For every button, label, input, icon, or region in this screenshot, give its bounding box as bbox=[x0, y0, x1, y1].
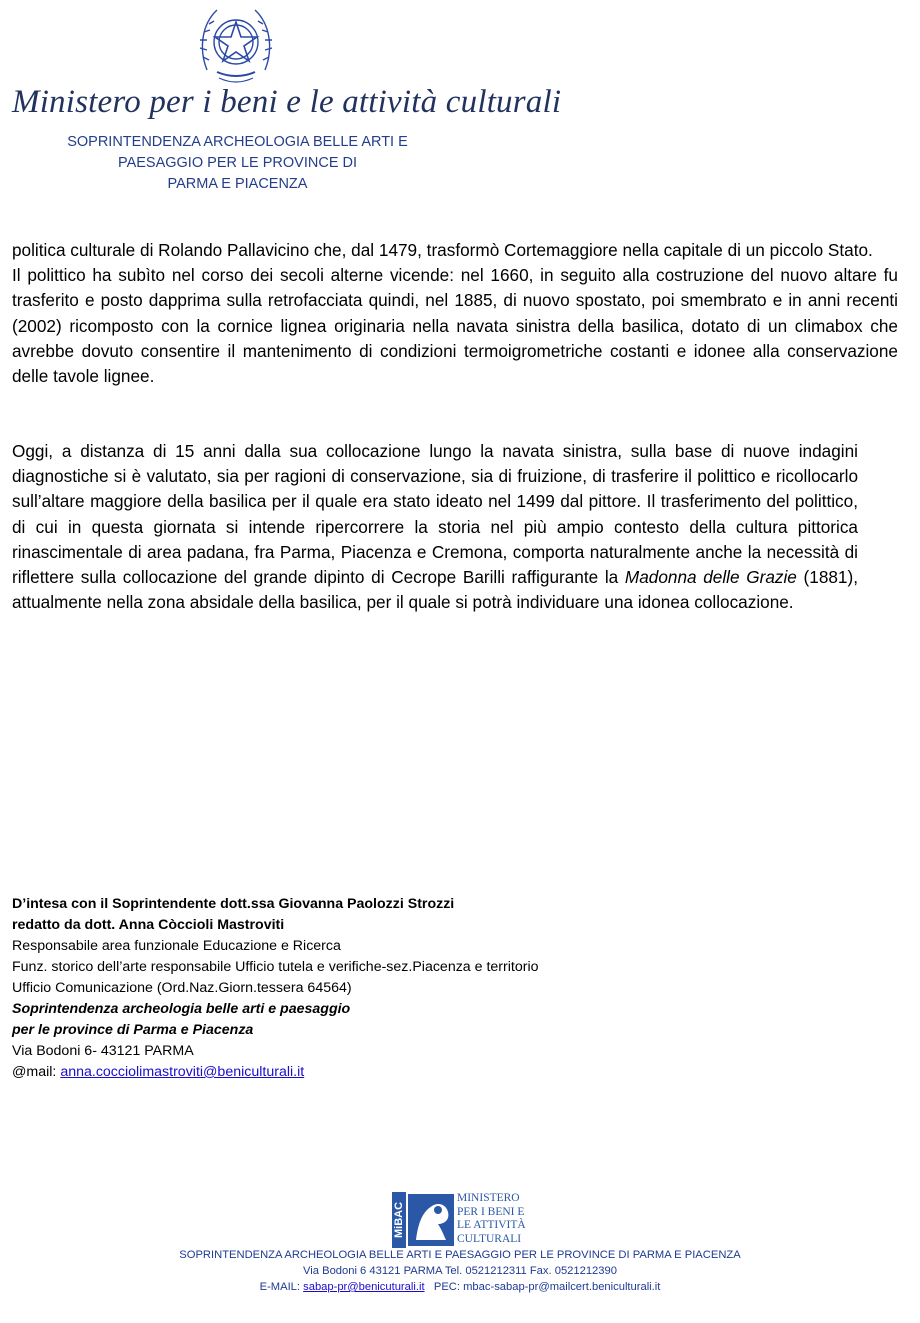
footer-email-link[interactable]: sabap-pr@benicuturali.it bbox=[303, 1281, 425, 1293]
footer-pec: PEC: mbac-sabap-pr@mailcert.beniculturali.it bbox=[424, 1281, 661, 1293]
mibac-vertical-band bbox=[392, 1192, 406, 1248]
signature-line-role: Responsabile area funzionale Educazione e Ricerca bbox=[12, 938, 341, 954]
artwork-title: Madonna delle Grazie bbox=[624, 567, 797, 588]
ministry-name: Ministero per i beni e le attività culturali bbox=[12, 84, 562, 120]
mibac-vertical-text: MiBAC bbox=[393, 1201, 405, 1239]
mibac-word-1: MINISTERO bbox=[457, 1192, 520, 1204]
signature-line-agreement: D’intesa con il Soprintendente dott.ssa Giovanna Paolozzi Strozzi bbox=[12, 896, 455, 912]
signature-line-institution: Soprintendenza archeologia belle arti e paesaggio bbox=[12, 1001, 351, 1017]
signature-line-author: redatto da dott. Anna Còccioli Mastroviti bbox=[12, 917, 285, 933]
signature-block bbox=[12, 894, 712, 1083]
mibac-word-2: PER I BENI E bbox=[457, 1205, 525, 1218]
footer-office: SOPRINTENDENZA ARCHEOLOGIA BELLE ARTI E PAESAGGIO PER LE PROVINCE DI PARMA E PIACENZA bbox=[179, 1249, 741, 1261]
italian-republic-emblem-icon bbox=[197, 0, 275, 88]
author-email-link[interactable]: anna.cocciolimastroviti@beniculturali.it bbox=[60, 1064, 305, 1080]
office-line-2: PAESAGGIO PER LE PROVINCE DI bbox=[117, 155, 358, 171]
footer-contacts bbox=[160, 1247, 760, 1295]
signature-line-institution-2: per le province di Parma e Piacenza bbox=[12, 1022, 254, 1038]
paragraph-relocation bbox=[12, 439, 858, 615]
mibac-wordmark bbox=[457, 1192, 547, 1246]
mibac-word-4: CULTURALI bbox=[457, 1232, 522, 1245]
paragraph-relocation-end: (1881), attualmente nella zona absidale della basilica, per il quale si potrà individuare una idonea collocazione. bbox=[12, 567, 858, 613]
paragraph-polyptych-history: Il polittico ha subìto nel corso dei secoli alterne vicende: nel 1660, in seguito alla costruzione del nuovo altare fu trasferito e posto dapprima sulla retrofacciata quindi, nel 1885, di nuovo spostato, poi smembrato e in anni recenti (2002) ricomposto con la cornice lignea originaria nella navata sinistra della basilica, dotato di un climabox che avrebbe dovuto consentire il mantenimento di condizioni termoigrometriche costanti e idonee alla conservazione delle tavole lignee. bbox=[12, 265, 898, 387]
signature-line-function: Funz. storico dell’arte responsabile Ufficio tutela e verifiche-sez.Piacenza e territorio bbox=[12, 959, 539, 975]
mibac-figure-icon bbox=[408, 1194, 454, 1246]
office-heading bbox=[60, 132, 415, 195]
mibac-logo bbox=[392, 1192, 532, 1248]
footer-email-label: E-MAIL: bbox=[259, 1281, 304, 1293]
signature-line-address: Via Bodoni 6- 43121 PARMA bbox=[12, 1043, 194, 1059]
email-label: @mail: bbox=[12, 1064, 61, 1080]
body-paragraph-2 bbox=[12, 439, 858, 615]
signature-line-email bbox=[12, 1062, 712, 1083]
paragraph-culture-policy: politica culturale di Rolando Pallavicino che, dal 1479, trasformò Cortemaggiore nella capitale di un piccolo Stato. bbox=[12, 240, 873, 260]
office-line-1: SOPRINTENDENZA ARCHEOLOGIA BELLE ARTI E bbox=[67, 134, 408, 150]
office-line-3: PARMA E PIACENZA bbox=[167, 176, 308, 192]
footer-address: Via Bodoni 6 43121 PARMA Tel. 0521212311 Fax. 0521212390 bbox=[303, 1265, 617, 1277]
mibac-word-3: LE ATTIVITÀ bbox=[457, 1219, 526, 1231]
signature-line-office: Ufficio Comunicazione (Ord.Naz.Giorn.tessera 64564) bbox=[12, 980, 352, 996]
paragraph-relocation-text: Oggi, a distanza di 15 anni dalla sua collocazione lungo la navata sinistra, sulla base di nuove indagini diagnostiche si è valutato, sia per ragioni di conservazione, sia di fruizione, di trasferire il polittico e ricollocarlo sull’altare maggiore della basilica per il quale era stato ideato nel 1499 dal pittore. Il trasferimento del polittico, di cui in questa giornata si intende ripercorrere la storia nel più ampio contesto della cultura pittorica rinascimentale di area padana, fra Parma, Piacenza e Cremona, comporta naturalmente anche la necessità di riflettere sulla collocazione del grande dipinto di Cecrope Barilli raffigurante la bbox=[12, 441, 858, 588]
footer-email-line bbox=[160, 1279, 760, 1295]
body-paragraph-1 bbox=[12, 238, 898, 389]
